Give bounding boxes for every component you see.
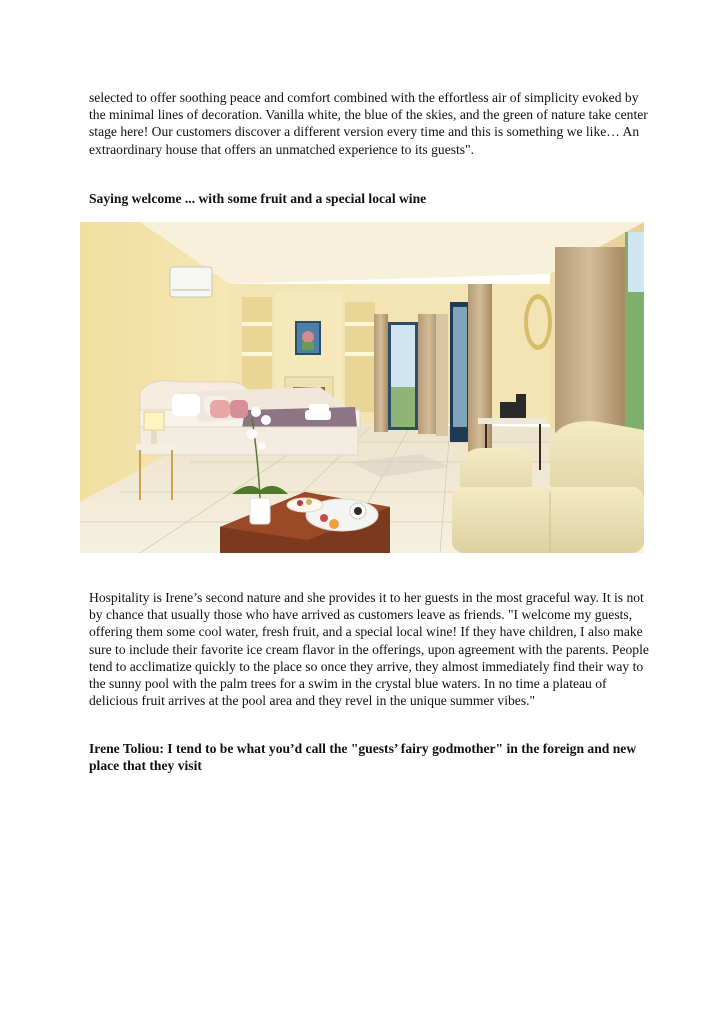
bedroom-suite-illustration (80, 222, 644, 553)
section-heading-fairy-godmother: Irene Toliou: I tend to be what you’d call the "guests’ fairy godmother" in the foreign and new place that they visit (89, 741, 637, 774)
section-heading-welcome: Saying welcome ... with some fruit and a special local wine (89, 191, 427, 206)
bedroom-photo (80, 222, 644, 553)
intro-paragraph: selected to offer soothing peace and comfort combined with the effortless air of simplicity evoked by the minimal lines of decoration. Vanilla white, the blue of the skies, and the green of nature take center stage here! Our customers discover a different version every time and this is something we like… An extraordinary house that offers an unmatched experience to its guests". (89, 90, 648, 157)
hospitality-paragraph: Hospitality is Irene’s second nature and she provides it to her guests in the most graceful way. It is not by chance that usually those who have arrived as customers leave as friends. "I welcome my guests, offering them some cool water, fresh fruit, and a special local wine! If they have children, I also make sure to include their favorite ice cream flavor in the offerings, upon agreement with the parents. People tend to acclimatize quickly to the place so once they arrive, they almost immediately find their way to the sunny pool with the palm trees for a swim in the crystal blue waters. In no time a plateau of delicious fruit arrives at the pool area and they revel in the unique summer vibes." (89, 590, 649, 709)
